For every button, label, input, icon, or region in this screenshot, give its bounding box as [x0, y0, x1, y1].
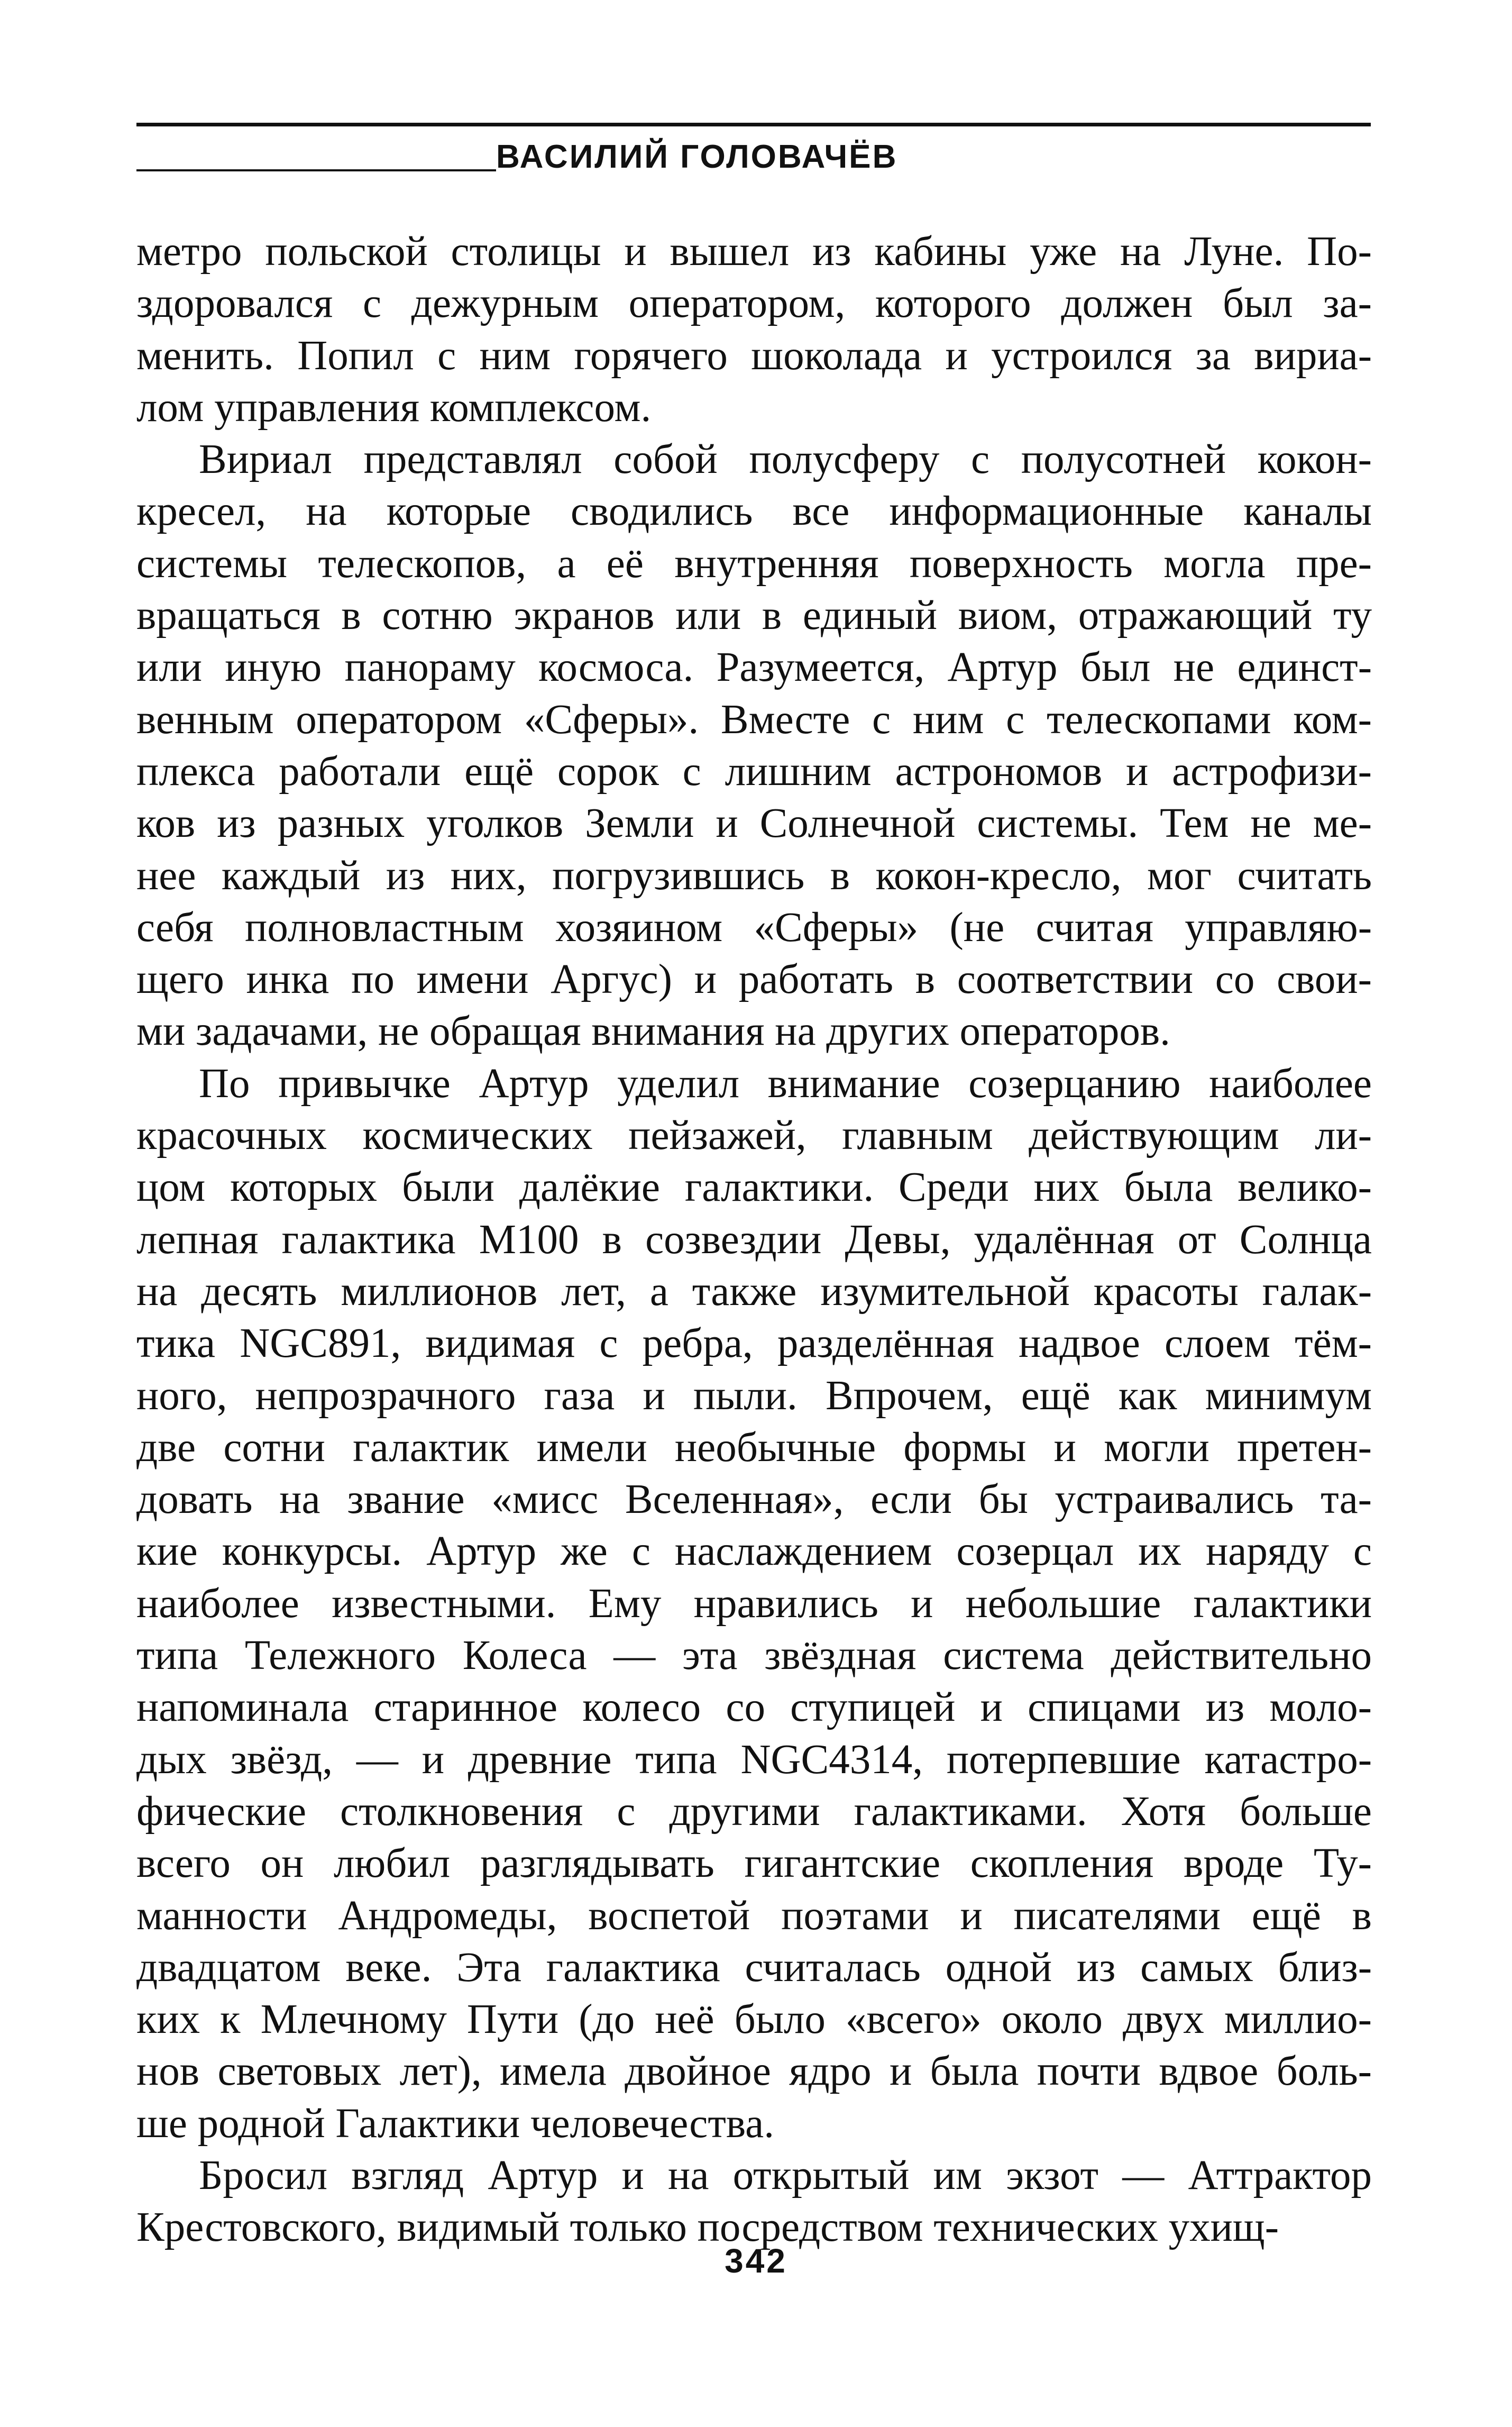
- text-line: По привычке Артур уделил внимание созерцанию наиболее: [199, 1060, 1372, 1107]
- text-line: системы телескопов, а её внутренняя поверхность могла пре-: [136, 540, 1372, 587]
- text-line: нее каждый из них, погрузившись в кокон-кресло, мог считать: [136, 852, 1372, 899]
- text-line: лепная галактика М100 в созвездии Девы, удалённая от Солнца: [136, 1216, 1372, 1263]
- text-line: наиболее известными. Ему нравились и небольшие галактики: [136, 1580, 1372, 1627]
- text-line: на десять миллионов лет, а также изумительной красоты галак-: [136, 1268, 1372, 1315]
- running-head: ВАСИЛИЙ ГОЛОВАЧЁВ: [496, 139, 898, 175]
- text-line: метро польской столицы и вышел из кабины уже на Луне. По-: [136, 229, 1372, 275]
- text-line: дых звёзд, — и древние типа NGC4314, потерпевшие катастро-: [136, 1736, 1372, 1783]
- text-line: ного, непрозрачного газа и пыли. Впрочем, ещё как минимум: [136, 1372, 1372, 1419]
- body-text: [136, 226, 1372, 2254]
- paragraph: [136, 226, 1372, 434]
- text-line: кие конкурсы. Артур же с наслаждением созерцал их наряду с: [136, 1528, 1372, 1575]
- text-line: тика NGC891, видимая с ребра, разделённая надвое слоем тём-: [136, 1320, 1372, 1367]
- text-line: ких к Млечному Пути (до неё было «всего» около двух миллио-: [136, 1996, 1372, 2043]
- text-line: Крестовского, видимый только посредством технических ухищ-: [136, 2204, 1279, 2251]
- text-line: щего инка по имени Аргус) и работать в соответствии со свои-: [136, 956, 1372, 1003]
- paragraph: [136, 2150, 1372, 2254]
- paragraph: [136, 434, 1372, 1058]
- text-line: менить. Попил с ним горячего шоколада и устроился за вириа-: [136, 332, 1372, 379]
- text-line: цом которых были далёкие галактики. Среди них была велико-: [136, 1164, 1372, 1211]
- text-line: лом управления комплексом.: [136, 384, 652, 431]
- text-line: всего он любил разглядывать гигантские скопления вроде Ту-: [136, 1840, 1372, 1887]
- text-line: двадцатом веке. Эта галактика считалась одной из самых близ-: [136, 1944, 1372, 1991]
- text-line: две сотни галактик имели необычные формы и могли претен-: [136, 1424, 1372, 1471]
- text-line: нов световых лет), имела двойное ядро и была почти вдвое боль-: [136, 2048, 1372, 2095]
- text-line: типа Тележного Колеса — эта звёздная система действительно: [136, 1632, 1372, 1679]
- paragraph: [136, 1058, 1372, 2150]
- text-line: ков из разных уголков Земли и Солнечной системы. Тем не ме-: [136, 800, 1372, 847]
- text-line: себя полновластным хозяином «Сферы» (не считая управляю-: [136, 904, 1372, 951]
- header-leader-line: [136, 169, 496, 171]
- text-line: ми задачами, не обращая внимания на других операторов.: [136, 1008, 1170, 1055]
- text-line: венным оператором «Сферы». Вместе с ним с телескопами ком-: [136, 696, 1372, 743]
- text-line: кресел, на которые сводились все информационные каналы: [136, 488, 1372, 535]
- text-line: Вириал представлял собой полусферу с полусотней кокон-: [199, 436, 1372, 483]
- text-line: фические столкновения с другими галактиками. Хотя больше: [136, 1788, 1372, 1835]
- text-line: плекса работали ещё сорок с лишним астрономов и астрофизи-: [136, 748, 1372, 795]
- text-line: довать на звание «мисс Вселенная», если бы устраивались та-: [136, 1476, 1372, 1523]
- text-line: красочных космических пейзажей, главным действующим ли-: [136, 1112, 1372, 1159]
- header-rule: [136, 123, 1371, 126]
- text-line: вращаться в сотню экранов или в единый виом, отражающий ту: [136, 592, 1372, 639]
- text-line: Бросил взгляд Артур и на открытый им экзот — Аттрактор: [199, 2152, 1372, 2198]
- text-line: ше родной Галактики человечества.: [136, 2100, 774, 2147]
- text-line: напоминала старинное колесо со ступицей и спицами из моло-: [136, 1684, 1372, 1731]
- text-line: манности Андромеды, воспетой поэтами и писателями ещё в: [136, 1892, 1372, 1939]
- page-number: 342: [725, 2242, 787, 2280]
- text-line: здоровался с дежурным оператором, которого должен был за-: [136, 280, 1372, 327]
- text-line: или иную панораму космоса. Разумеется, Артур был не единст-: [136, 644, 1372, 691]
